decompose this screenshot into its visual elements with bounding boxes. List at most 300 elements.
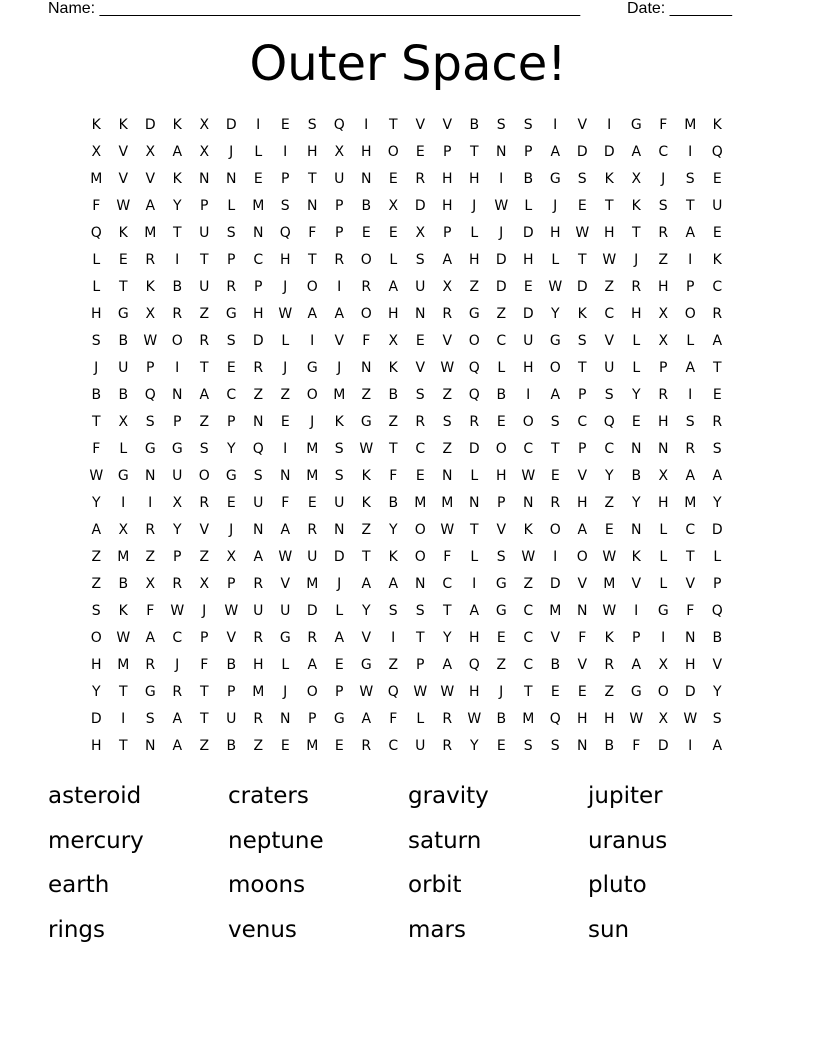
grid-letter[interactable]: U (334, 170, 345, 187)
grid-letter[interactable]: T (604, 197, 615, 214)
grid-letter[interactable]: J (94, 359, 99, 376)
grid-letter[interactable]: Q (279, 224, 292, 241)
grid-letter[interactable]: O (576, 548, 589, 565)
grid-letter[interactable]: R (658, 224, 669, 241)
grid-letter[interactable]: V (577, 656, 588, 673)
grid-letter[interactable]: K (91, 116, 102, 133)
grid-letter[interactable]: D (576, 278, 589, 295)
grid-letter[interactable]: W (359, 440, 374, 457)
grid-letter[interactable]: X (658, 332, 669, 349)
grid-letter[interactable]: V (577, 575, 588, 592)
grid-letter[interactable]: E (604, 521, 615, 538)
grid-letter[interactable]: Y (91, 683, 102, 700)
grid-letter[interactable]: T (118, 737, 129, 754)
grid-letter[interactable]: Y (91, 494, 102, 511)
grid-letter[interactable]: G (306, 359, 319, 376)
grid-letter[interactable]: D (333, 548, 346, 565)
grid-letter[interactable]: T (469, 521, 480, 538)
grid-letter[interactable]: H (657, 278, 670, 295)
grid-letter[interactable]: Z (469, 278, 480, 295)
grid-letter[interactable]: I (256, 116, 261, 133)
grid-letter[interactable]: V (334, 332, 345, 349)
grid-letter[interactable]: E (712, 224, 723, 241)
grid-letter[interactable]: C (658, 143, 669, 160)
grid-letter[interactable]: N (334, 521, 345, 538)
grid-letter[interactable]: I (499, 170, 504, 187)
grid-letter[interactable]: H (441, 197, 454, 214)
grid-letter[interactable]: J (337, 575, 342, 592)
grid-letter[interactable]: J (499, 683, 504, 700)
grid-letter[interactable]: E (631, 413, 642, 430)
grid-letter[interactable]: V (415, 359, 426, 376)
grid-letter[interactable]: U (226, 710, 237, 727)
grid-letter[interactable]: B (631, 467, 642, 484)
grid-letter[interactable]: Y (550, 305, 561, 322)
grid-letter[interactable]: L (524, 197, 533, 214)
grid-letter[interactable]: S (685, 170, 696, 187)
grid-letter[interactable]: F (578, 629, 587, 646)
grid-letter[interactable]: G (225, 467, 238, 484)
grid-letter[interactable]: N (577, 737, 588, 754)
grid-letter[interactable]: E (388, 170, 399, 187)
grid-letter[interactable]: I (634, 602, 639, 619)
grid-letter[interactable]: L (659, 575, 668, 592)
grid-letter[interactable]: A (199, 386, 210, 403)
grid-letter[interactable]: R (172, 575, 183, 592)
grid-letter[interactable]: B (361, 197, 372, 214)
grid-letter[interactable]: W (116, 629, 131, 646)
grid-letter[interactable]: W (521, 548, 536, 565)
grid-letter[interactable]: S (496, 548, 507, 565)
grid-letter[interactable]: S (307, 116, 318, 133)
grid-letter[interactable]: H (252, 305, 265, 322)
grid-letter[interactable]: S (91, 332, 102, 349)
grid-letter[interactable]: S (523, 737, 534, 754)
grid-letter[interactable]: T (199, 710, 210, 727)
grid-letter[interactable]: I (607, 116, 612, 133)
grid-letter[interactable]: A (712, 467, 723, 484)
grid-letter[interactable]: Y (388, 521, 399, 538)
grid-letter[interactable]: U (415, 278, 426, 295)
grid-letter[interactable]: X (388, 332, 399, 349)
grid-letter[interactable]: Z (604, 278, 615, 295)
grid-letter[interactable]: Z (91, 575, 102, 592)
grid-letter[interactable]: A (442, 656, 453, 673)
grid-letter[interactable]: H (90, 656, 103, 673)
grid-letter[interactable]: M (603, 575, 616, 592)
grid-letter[interactable]: H (684, 656, 697, 673)
grid-letter[interactable]: H (279, 251, 292, 268)
grid-letter[interactable]: K (388, 359, 399, 376)
grid-letter[interactable]: S (496, 116, 507, 133)
grid-letter[interactable]: F (92, 440, 101, 457)
grid-letter[interactable]: N (253, 413, 264, 430)
grid-letter[interactable]: F (686, 602, 695, 619)
grid-letter[interactable]: S (226, 332, 237, 349)
grid-letter[interactable]: E (415, 143, 426, 160)
grid-letter[interactable]: M (306, 575, 319, 592)
grid-letter[interactable]: H (468, 251, 481, 268)
grid-letter[interactable]: T (415, 629, 426, 646)
grid-letter[interactable]: M (144, 224, 157, 241)
grid-letter[interactable]: V (712, 656, 723, 673)
grid-letter[interactable]: R (199, 494, 210, 511)
grid-letter[interactable]: S (415, 251, 426, 268)
grid-letter[interactable]: E (496, 629, 507, 646)
grid-letter[interactable]: V (577, 116, 588, 133)
grid-letter[interactable]: P (227, 575, 236, 592)
grid-letter[interactable]: G (144, 440, 157, 457)
grid-letter[interactable]: W (440, 683, 455, 700)
grid-letter[interactable]: Y (631, 494, 642, 511)
grid-letter[interactable]: B (469, 116, 480, 133)
grid-letter[interactable]: S (712, 440, 723, 457)
grid-letter[interactable]: N (253, 521, 264, 538)
grid-letter[interactable]: N (361, 359, 372, 376)
grid-letter[interactable]: Z (523, 575, 534, 592)
grid-letter[interactable]: A (712, 332, 723, 349)
grid-letter[interactable]: E (253, 170, 264, 187)
grid-letter[interactable]: J (283, 683, 288, 700)
grid-letter[interactable]: S (226, 224, 237, 241)
grid-letter[interactable]: N (307, 197, 318, 214)
grid-letter[interactable]: F (92, 197, 101, 214)
grid-letter[interactable]: Z (604, 494, 615, 511)
grid-letter[interactable]: W (521, 467, 536, 484)
grid-letter[interactable]: T (442, 602, 453, 619)
grid-letter[interactable]: E (415, 332, 426, 349)
grid-letter[interactable]: K (712, 116, 723, 133)
grid-letter[interactable]: V (685, 575, 696, 592)
grid-letter[interactable]: K (523, 521, 534, 538)
grid-letter[interactable]: K (604, 170, 615, 187)
grid-letter[interactable]: N (631, 521, 642, 538)
grid-letter[interactable]: G (468, 305, 481, 322)
grid-letter[interactable]: R (712, 413, 723, 430)
grid-letter[interactable]: Z (199, 737, 210, 754)
grid-letter[interactable]: R (307, 629, 318, 646)
grid-letter[interactable]: G (549, 170, 562, 187)
grid-letter[interactable]: A (685, 359, 696, 376)
grid-letter[interactable]: R (604, 656, 615, 673)
grid-letter[interactable]: P (254, 278, 263, 295)
grid-letter[interactable]: X (658, 305, 669, 322)
grid-letter[interactable]: H (252, 656, 265, 673)
grid-letter[interactable]: R (145, 251, 156, 268)
grid-letter[interactable]: K (118, 602, 129, 619)
grid-letter[interactable]: M (252, 683, 265, 700)
grid-letter[interactable]: V (577, 467, 588, 484)
grid-letter[interactable]: L (659, 521, 668, 538)
grid-letter[interactable]: L (497, 359, 506, 376)
grid-letter[interactable]: P (578, 386, 587, 403)
grid-letter[interactable]: P (200, 197, 209, 214)
grid-letter[interactable]: A (631, 656, 642, 673)
grid-letter[interactable]: X (145, 305, 156, 322)
grid-letter[interactable]: X (91, 143, 102, 160)
grid-letter[interactable]: D (522, 224, 535, 241)
grid-letter[interactable]: O (387, 143, 400, 160)
grid-letter[interactable]: P (335, 224, 344, 241)
grid-letter[interactable]: Y (172, 521, 183, 538)
grid-letter[interactable]: A (469, 602, 480, 619)
grid-letter[interactable]: U (415, 737, 426, 754)
grid-letter[interactable]: P (578, 440, 587, 457)
grid-letter[interactable]: P (146, 359, 155, 376)
grid-letter[interactable]: L (632, 332, 641, 349)
grid-letter[interactable]: L (254, 143, 263, 160)
grid-letter[interactable]: V (442, 332, 453, 349)
grid-letter[interactable]: I (661, 629, 666, 646)
grid-letter[interactable]: C (523, 629, 534, 646)
grid-letter[interactable]: K (172, 170, 183, 187)
grid-letter[interactable]: W (278, 548, 293, 565)
grid-letter[interactable]: Z (253, 386, 264, 403)
grid-letter[interactable]: Z (361, 386, 372, 403)
grid-letter[interactable]: V (415, 116, 426, 133)
grid-letter[interactable]: F (389, 710, 398, 727)
grid-letter[interactable]: S (334, 440, 345, 457)
grid-letter[interactable]: H (468, 683, 481, 700)
grid-letter[interactable]: A (172, 143, 183, 160)
grid-letter[interactable]: Y (712, 494, 723, 511)
grid-letter[interactable]: U (307, 548, 318, 565)
grid-letter[interactable]: T (91, 413, 102, 430)
grid-letter[interactable]: S (91, 602, 102, 619)
grid-letter[interactable]: N (496, 143, 507, 160)
grid-letter[interactable]: Q (711, 602, 724, 619)
grid-letter[interactable]: R (145, 656, 156, 673)
grid-letter[interactable]: X (442, 278, 453, 295)
grid-letter[interactable]: D (225, 116, 238, 133)
grid-letter[interactable]: N (658, 440, 669, 457)
grid-letter[interactable]: W (224, 602, 239, 619)
grid-letter[interactable]: V (631, 575, 642, 592)
grid-letter[interactable]: M (522, 710, 535, 727)
grid-letter[interactable]: S (577, 332, 588, 349)
grid-letter[interactable]: L (470, 548, 479, 565)
grid-letter[interactable]: C (523, 440, 534, 457)
grid-letter[interactable]: I (472, 575, 477, 592)
grid-letter[interactable]: H (360, 143, 373, 160)
grid-letter[interactable]: Q (252, 440, 265, 457)
grid-letter[interactable]: Z (199, 305, 210, 322)
grid-letter[interactable]: C (712, 278, 723, 295)
grid-letter[interactable]: W (440, 359, 455, 376)
grid-letter[interactable]: R (442, 737, 453, 754)
grid-letter[interactable]: T (307, 170, 318, 187)
grid-letter[interactable]: H (441, 170, 454, 187)
grid-letter[interactable]: A (307, 305, 318, 322)
grid-letter[interactable]: L (659, 548, 668, 565)
grid-letter[interactable]: I (553, 548, 558, 565)
grid-letter[interactable]: T (199, 251, 210, 268)
grid-letter[interactable]: Q (468, 359, 481, 376)
grid-letter[interactable]: P (713, 575, 722, 592)
grid-letter[interactable]: J (310, 413, 315, 430)
grid-letter[interactable]: F (389, 467, 398, 484)
grid-letter[interactable]: W (494, 197, 509, 214)
grid-letter[interactable]: R (658, 386, 669, 403)
grid-letter[interactable]: O (495, 440, 508, 457)
grid-letter[interactable]: U (199, 224, 210, 241)
grid-letter[interactable]: I (391, 629, 396, 646)
grid-letter[interactable]: G (117, 467, 130, 484)
grid-letter[interactable]: T (577, 251, 588, 268)
grid-letter[interactable]: A (388, 278, 399, 295)
grid-letter[interactable]: B (712, 629, 723, 646)
grid-letter[interactable]: P (227, 251, 236, 268)
grid-letter[interactable]: Z (658, 251, 669, 268)
grid-letter[interactable]: O (414, 521, 427, 538)
grid-letter[interactable]: N (280, 710, 291, 727)
grid-letter[interactable]: C (523, 656, 534, 673)
grid-letter[interactable]: X (118, 521, 129, 538)
grid-letter[interactable]: F (632, 737, 641, 754)
grid-letter[interactable]: N (442, 467, 453, 484)
grid-letter[interactable]: L (551, 251, 560, 268)
grid-letter[interactable]: Q (468, 386, 481, 403)
grid-letter[interactable]: E (334, 737, 345, 754)
grid-letter[interactable]: T (631, 224, 642, 241)
grid-letter[interactable]: G (360, 413, 373, 430)
grid-letter[interactable]: Q (333, 116, 346, 133)
grid-letter[interactable]: H (576, 494, 589, 511)
grid-letter[interactable]: H (603, 710, 616, 727)
grid-letter[interactable]: M (306, 737, 319, 754)
grid-letter[interactable]: A (685, 224, 696, 241)
grid-letter[interactable]: H (657, 494, 670, 511)
grid-letter[interactable]: P (686, 278, 695, 295)
grid-letter[interactable]: P (173, 413, 182, 430)
grid-letter[interactable]: T (577, 359, 588, 376)
grid-letter[interactable]: N (253, 224, 264, 241)
grid-letter[interactable]: J (229, 143, 234, 160)
grid-letter[interactable]: S (604, 386, 615, 403)
grid-letter[interactable]: N (226, 170, 237, 187)
grid-letter[interactable]: A (280, 521, 291, 538)
grid-letter[interactable]: S (550, 413, 561, 430)
grid-letter[interactable]: O (414, 548, 427, 565)
grid-letter[interactable]: R (631, 278, 642, 295)
grid-letter[interactable]: K (361, 494, 372, 511)
grid-letter[interactable]: P (308, 710, 317, 727)
grid-letter[interactable]: V (604, 332, 615, 349)
grid-letter[interactable]: H (495, 467, 508, 484)
grid-letter[interactable]: I (688, 386, 693, 403)
grid-letter[interactable]: W (602, 251, 617, 268)
grid-letter[interactable]: Y (172, 197, 183, 214)
grid-letter[interactable]: X (658, 467, 669, 484)
grid-letter[interactable]: E (712, 170, 723, 187)
grid-letter[interactable]: T (307, 251, 318, 268)
grid-letter[interactable]: V (550, 629, 561, 646)
grid-letter[interactable]: C (253, 251, 264, 268)
grid-letter[interactable]: W (467, 710, 482, 727)
grid-letter[interactable]: N (415, 575, 426, 592)
grid-letter[interactable]: J (634, 251, 639, 268)
grid-letter[interactable]: J (202, 602, 207, 619)
grid-letter[interactable]: R (253, 575, 264, 592)
grid-letter[interactable]: O (171, 332, 184, 349)
grid-letter[interactable]: W (683, 710, 698, 727)
grid-letter[interactable]: R (172, 683, 183, 700)
grid-letter[interactable]: S (442, 413, 453, 430)
grid-letter[interactable]: R (253, 359, 264, 376)
grid-letter[interactable]: G (495, 575, 508, 592)
grid-letter[interactable]: F (443, 548, 452, 565)
grid-letter[interactable]: L (389, 251, 398, 268)
grid-letter[interactable]: Z (91, 548, 102, 565)
grid-letter[interactable]: L (281, 332, 290, 349)
grid-letter[interactable]: B (496, 710, 507, 727)
grid-letter[interactable]: M (333, 386, 346, 403)
grid-letter[interactable]: Z (253, 737, 264, 754)
grid-letter[interactable]: R (334, 251, 345, 268)
grid-letter[interactable]: Z (496, 305, 507, 322)
grid-letter[interactable]: T (712, 359, 723, 376)
grid-letter[interactable]: B (523, 170, 534, 187)
grid-letter[interactable]: A (172, 710, 183, 727)
grid-letter[interactable]: E (226, 359, 237, 376)
grid-letter[interactable]: T (199, 359, 210, 376)
grid-letter[interactable]: K (577, 305, 588, 322)
grid-letter[interactable]: C (685, 521, 696, 538)
grid-letter[interactable]: R (415, 413, 426, 430)
grid-letter[interactable]: Q (144, 386, 157, 403)
grid-letter[interactable]: H (306, 143, 319, 160)
grid-letter[interactable]: L (119, 440, 128, 457)
grid-letter[interactable]: Z (496, 656, 507, 673)
grid-letter[interactable]: A (307, 656, 318, 673)
grid-letter[interactable]: Q (90, 224, 103, 241)
grid-letter[interactable]: P (227, 683, 236, 700)
grid-letter[interactable]: R (685, 440, 696, 457)
grid-letter[interactable]: I (283, 440, 288, 457)
grid-letter[interactable]: M (684, 494, 697, 511)
grid-letter[interactable]: I (688, 143, 693, 160)
grid-letter[interactable]: O (306, 683, 319, 700)
grid-letter[interactable]: P (659, 359, 668, 376)
grid-letter[interactable]: U (199, 278, 210, 295)
grid-letter[interactable]: O (360, 251, 373, 268)
grid-letter[interactable]: I (337, 278, 342, 295)
grid-letter[interactable]: T (118, 278, 129, 295)
grid-letter[interactable]: U (712, 197, 723, 214)
grid-letter[interactable]: A (361, 575, 372, 592)
grid-letter[interactable]: R (307, 521, 318, 538)
grid-letter[interactable]: K (631, 197, 642, 214)
grid-letter[interactable]: E (280, 737, 291, 754)
grid-letter[interactable]: I (148, 494, 153, 511)
grid-letter[interactable]: U (280, 602, 291, 619)
grid-letter[interactable]: V (118, 170, 129, 187)
grid-letter[interactable]: D (711, 521, 724, 538)
grid-letter[interactable]: S (253, 467, 264, 484)
grid-letter[interactable]: X (145, 575, 156, 592)
grid-letter[interactable]: G (630, 683, 643, 700)
grid-letter[interactable]: A (442, 251, 453, 268)
grid-letter[interactable]: P (335, 197, 344, 214)
grid-letter[interactable]: Z (280, 386, 291, 403)
grid-letter[interactable]: G (657, 602, 670, 619)
grid-letter[interactable]: O (306, 386, 319, 403)
grid-letter[interactable]: S (550, 737, 561, 754)
grid-letter[interactable]: K (604, 629, 615, 646)
grid-letter[interactable]: N (199, 170, 210, 187)
grid-letter[interactable]: D (603, 143, 616, 160)
grid-letter[interactable]: W (440, 521, 455, 538)
